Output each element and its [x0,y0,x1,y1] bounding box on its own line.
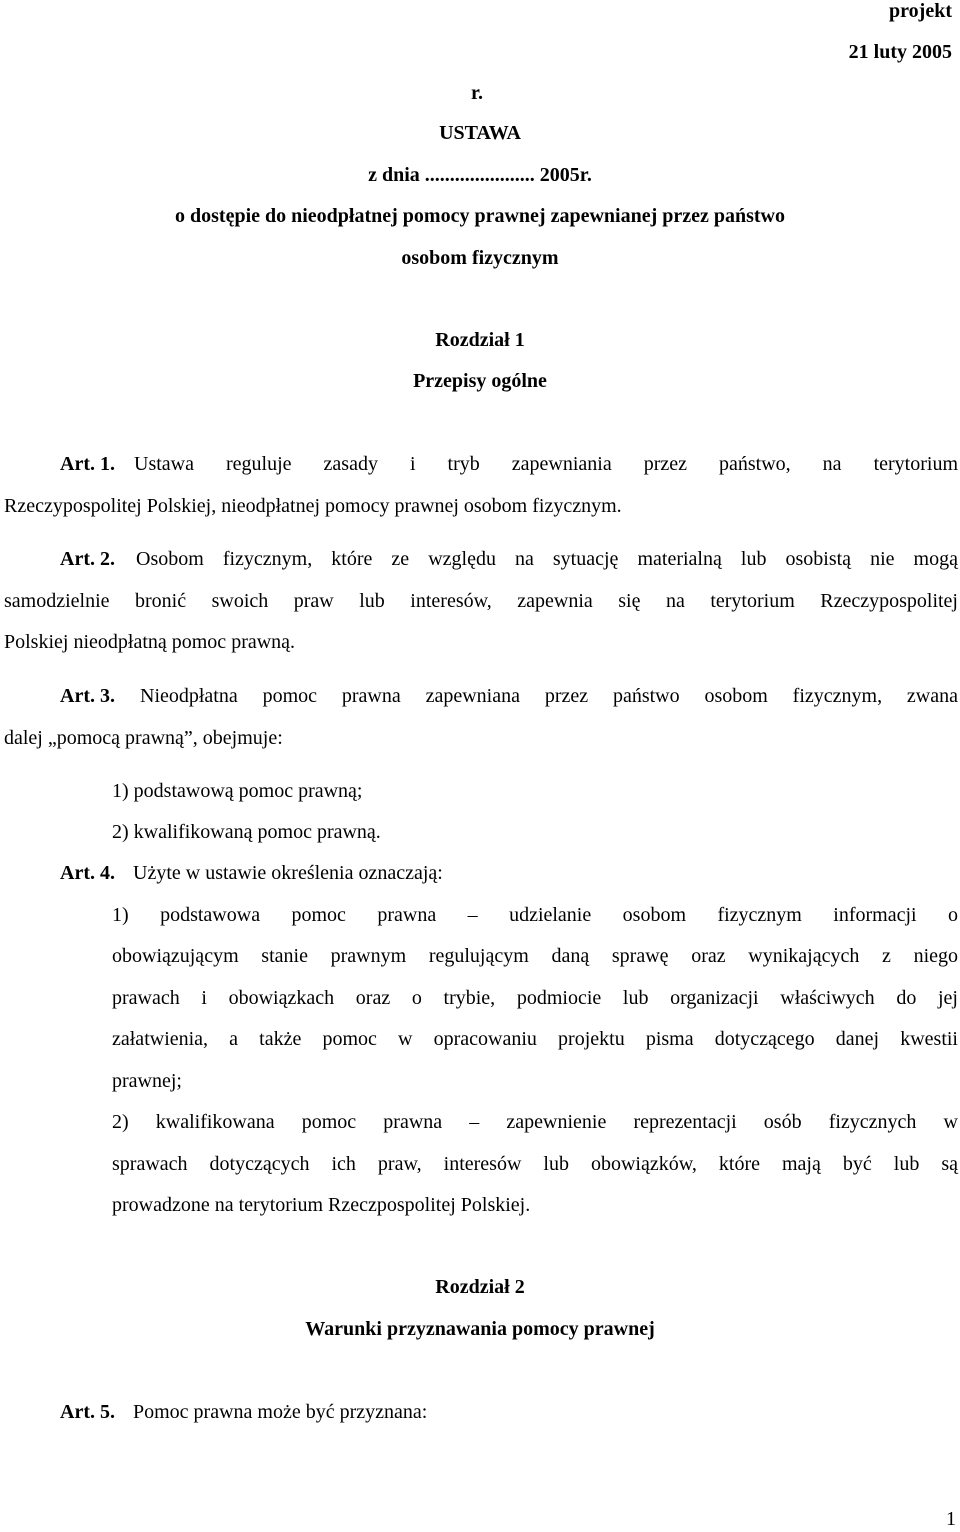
article-4-intro: Użyte w ustawie określenia oznaczają: [133,862,443,884]
page-number: 1 [946,1508,956,1530]
article-3-label: Art. 3. [60,685,115,707]
article-3-line-1: Nieodpłatna pomoc prawna zapewniana przez państwo osobom fizycznym, zwana [140,685,958,707]
definition-2-line-1: 2) kwalifikowana pomoc prawna – zapewnienie reprezentacji osób fizycznych w [112,1111,958,1133]
definition-1-line-4: załatwienia, a także pomoc w opracowaniu projektu pisma dotyczącego danej kwestii [112,1028,958,1050]
article-2-line-3: Polskiej nieodpłatną pomoc prawną. [4,631,296,653]
chapter-1-number: Rozdział 1 [435,329,525,351]
article-5-text: Pomoc prawna może być przyznana: [133,1401,428,1423]
definition-2-line-3: prowadzone na terytorium Rzeczpospolitej Polskiej. [112,1194,531,1216]
definition-1-line-2: obowiązującym stanie prawnym regulującym daną sprawę oraz wynikających z niego [112,945,958,967]
project-label: projekt [889,0,952,22]
act-title: USTAWA [439,122,521,144]
chapter-2-number: Rozdział 2 [435,1276,525,1298]
list-item: 1) podstawową pomoc prawną; [112,780,363,802]
article-1-label: Art. 1. [60,453,115,475]
act-date-line: z dnia ...................... 2005r. [368,164,592,186]
article-4-label: Art. 4. [60,862,115,884]
chapter-1-name: Przepisy ogólne [413,370,547,392]
definition-2-line-2: sprawach dotyczących ich praw, interesów lub obowiązków, które mają być lub są [112,1153,958,1175]
definition-1-line-5: prawnej; [112,1070,182,1092]
definition-1-line-1: 1) podstawowa pomoc prawna – udzielanie osobom fizycznym informacji o [112,904,958,926]
definition-1-line-3: prawach i obowiązkach oraz o trybie, podmiocie lub organizacji właściwych do jej [112,987,958,1009]
header-date-suffix: r. [471,82,484,104]
article-1-line-2: Rzeczypospolitej Polskiej, nieodpłatnej pomocy prawnej osobom fizycznym. [4,495,622,517]
act-subject-line-2: osobom fizycznym [401,247,559,269]
header-date: 21 luty 2005 [848,41,952,63]
article-3-line-2: dalej „pomocą prawną”, obejmuje: [4,727,283,749]
article-1-line-1: Ustawa reguluje zasady i tryb zapewniania przez państwo, na terytorium [134,453,958,475]
chapter-2-name: Warunki przyznawania pomocy prawnej [305,1318,655,1340]
article-5-label: Art. 5. [60,1401,115,1423]
article-2-label: Art. 2. [60,548,115,570]
list-item: 2) kwalifikowaną pomoc prawną. [112,821,381,843]
article-2-line-1: Osobom fizycznym, które ze względu na sytuację materialną lub osobistą nie mogą [136,548,958,570]
article-2-line-2: samodzielnie bronić swoich praw lub interesów, zapewnia się na terytorium Rzeczypospolitej [4,590,958,612]
act-subject-line-1: o dostępie do nieodpłatnej pomocy prawnej zapewnianej przez państwo [175,205,785,227]
